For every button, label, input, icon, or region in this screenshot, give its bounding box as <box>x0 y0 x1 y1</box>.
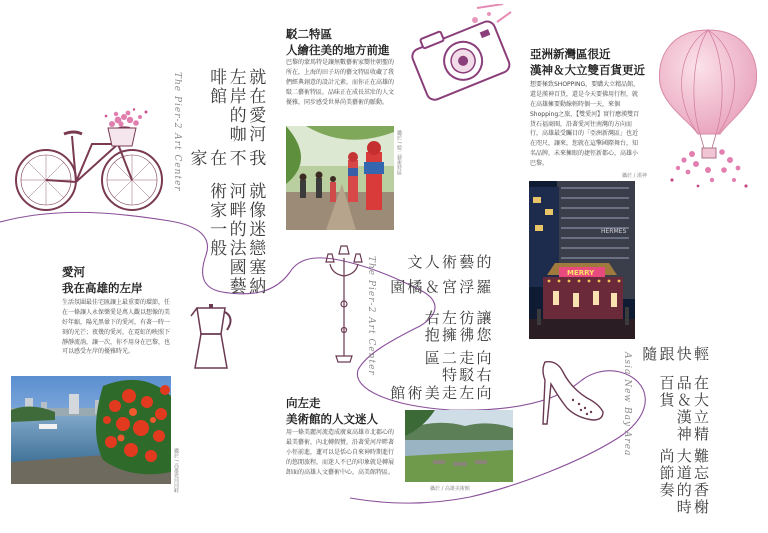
left-vertical-title <box>186 68 264 308</box>
ai-river-heading <box>62 265 143 296</box>
high-heel-illustration <box>537 354 607 428</box>
hanshin-title-2: 漢神＆大立雙百貨更近 <box>530 62 645 77</box>
left-title-line-3: 就在愛河左岸的咖啡館 <box>206 68 266 144</box>
hanshin-heading <box>530 47 645 78</box>
pier2-title-1: 駁二特區 <box>286 27 332 41</box>
pier2-body: 巴黎的蒙馬特是讓無數藝術家嚮往朝聖的所在，上海的田子坊的藝文特區收藏了我們經典創意的設計元素，而你正在高雄的駁二藝術特區，品味正在成長茁壯的人文優雅，同步感受世界尚美藝術的脈動。 <box>286 59 395 106</box>
center-title-line-1: 向左走美術館 <box>388 384 493 402</box>
center-title-line-3: 讓您彷彿左擁右抱 <box>422 309 493 344</box>
art-museum-title-2: 美術館的人文迷人 <box>286 411 378 426</box>
center-vertical-title <box>388 254 492 414</box>
ai-river-title-1: 愛河 <box>62 265 85 279</box>
ai-river-photo <box>11 376 171 484</box>
center-title-line-4: 羅浮宮＆橘園 <box>388 279 493 297</box>
hanshin-photo <box>529 181 635 339</box>
left-title-line-2: 我不在家 <box>186 148 266 168</box>
art-museum-body: 用一條美麗河流造成廣東高雄市北郡心的最美藝術，內北轉假贊，沿著愛河岸畔著小徑前進，蓮可以是恬心自來神時期進行的悠閒旅程，而迷人不已的印象就是轉展卸面的高雄人文藝術中心，高美館特區。 <box>286 429 395 476</box>
left-script-text: The Pier-2 Art Center <box>172 72 182 192</box>
right-title-line-2: 在大立精品＆漢神百貨 <box>657 375 710 444</box>
left-title-line-1: 就像迷戀塞納河畔的法國藝術家一般 <box>206 182 266 297</box>
center-script-text: The Pier-2 Art Center <box>366 256 376 376</box>
ai-river-photo-credit: 攝於 / 高雄愛河河畔 <box>173 448 179 493</box>
right-script-text: Asia New Bay Area <box>622 352 632 457</box>
art-museum-heading <box>286 396 378 427</box>
hanshin-title-1: 亞洲新灣區很近 <box>530 47 611 61</box>
street-lamp-illustration <box>322 244 366 366</box>
pier2-photo <box>286 126 394 230</box>
art-museum-photo <box>405 410 513 482</box>
svg-text:MERRY: MERRY <box>567 269 595 277</box>
art-museum-title-1: 向左走 <box>286 396 321 410</box>
svg-text:HERMES: HERMES <box>601 228 627 235</box>
pier2-photo-credit: 攝於 / 駁二藝術特區 <box>396 130 402 175</box>
hanshin-body: 想要極致SHOPPING，要購大立精品館，還是漢神百貨，還是今天要佛用行程，就在高雄擁要動線輕時個一天，來個Shopping之旅，【雙愛河】實行應漢雙百貨石福商圈，沿著愛河往南灣的方向而行，高雄最受矚目的「亞洲新灣區」也近在咫尺，讓來，您就在這擎國際舞台，知名品牌，未來擁眼的捷徑新都心，高雄小巴黎。 <box>530 81 640 168</box>
right-title-line-3: 輕快跟隨 <box>640 346 710 363</box>
ai-river-body: 生活氛圍最佳宅匯讓上最重要的環節，任在一條讓人永保樂愛是萬人觀以想像的美好年縮，陽光黑暈下的愛河，有著一時一刻的光芒；夜幾的愛河，在霓虹的映照下靜靜流淌，讓一次，你不用身在巴黎，也可以感受左岸的優雅時光。 <box>62 299 171 356</box>
right-vertical-title <box>640 346 709 526</box>
bicycle-illustration <box>10 108 170 220</box>
center-title-line-5: 的藝術人文 <box>405 254 493 271</box>
hot-air-balloon-illustration <box>648 24 766 194</box>
center-title-line-2: 向右走駁二特區 <box>422 349 493 384</box>
ai-river-title-2: 我在高雄的左岸 <box>62 280 143 295</box>
moka-pot-illustration <box>187 304 237 372</box>
pier2-title-2: 人繪往美的地方前進 <box>286 42 390 57</box>
pier2-heading <box>286 27 390 58</box>
hanshin-photo-credit: 攝於 / 漢神 <box>622 173 647 179</box>
right-title-line-1: 難忘香榭大道的時尚節奏 <box>657 447 710 516</box>
art-museum-photo-credit: 攝於 / 高雄美術館 <box>430 486 470 492</box>
camera-illustration <box>403 4 515 102</box>
